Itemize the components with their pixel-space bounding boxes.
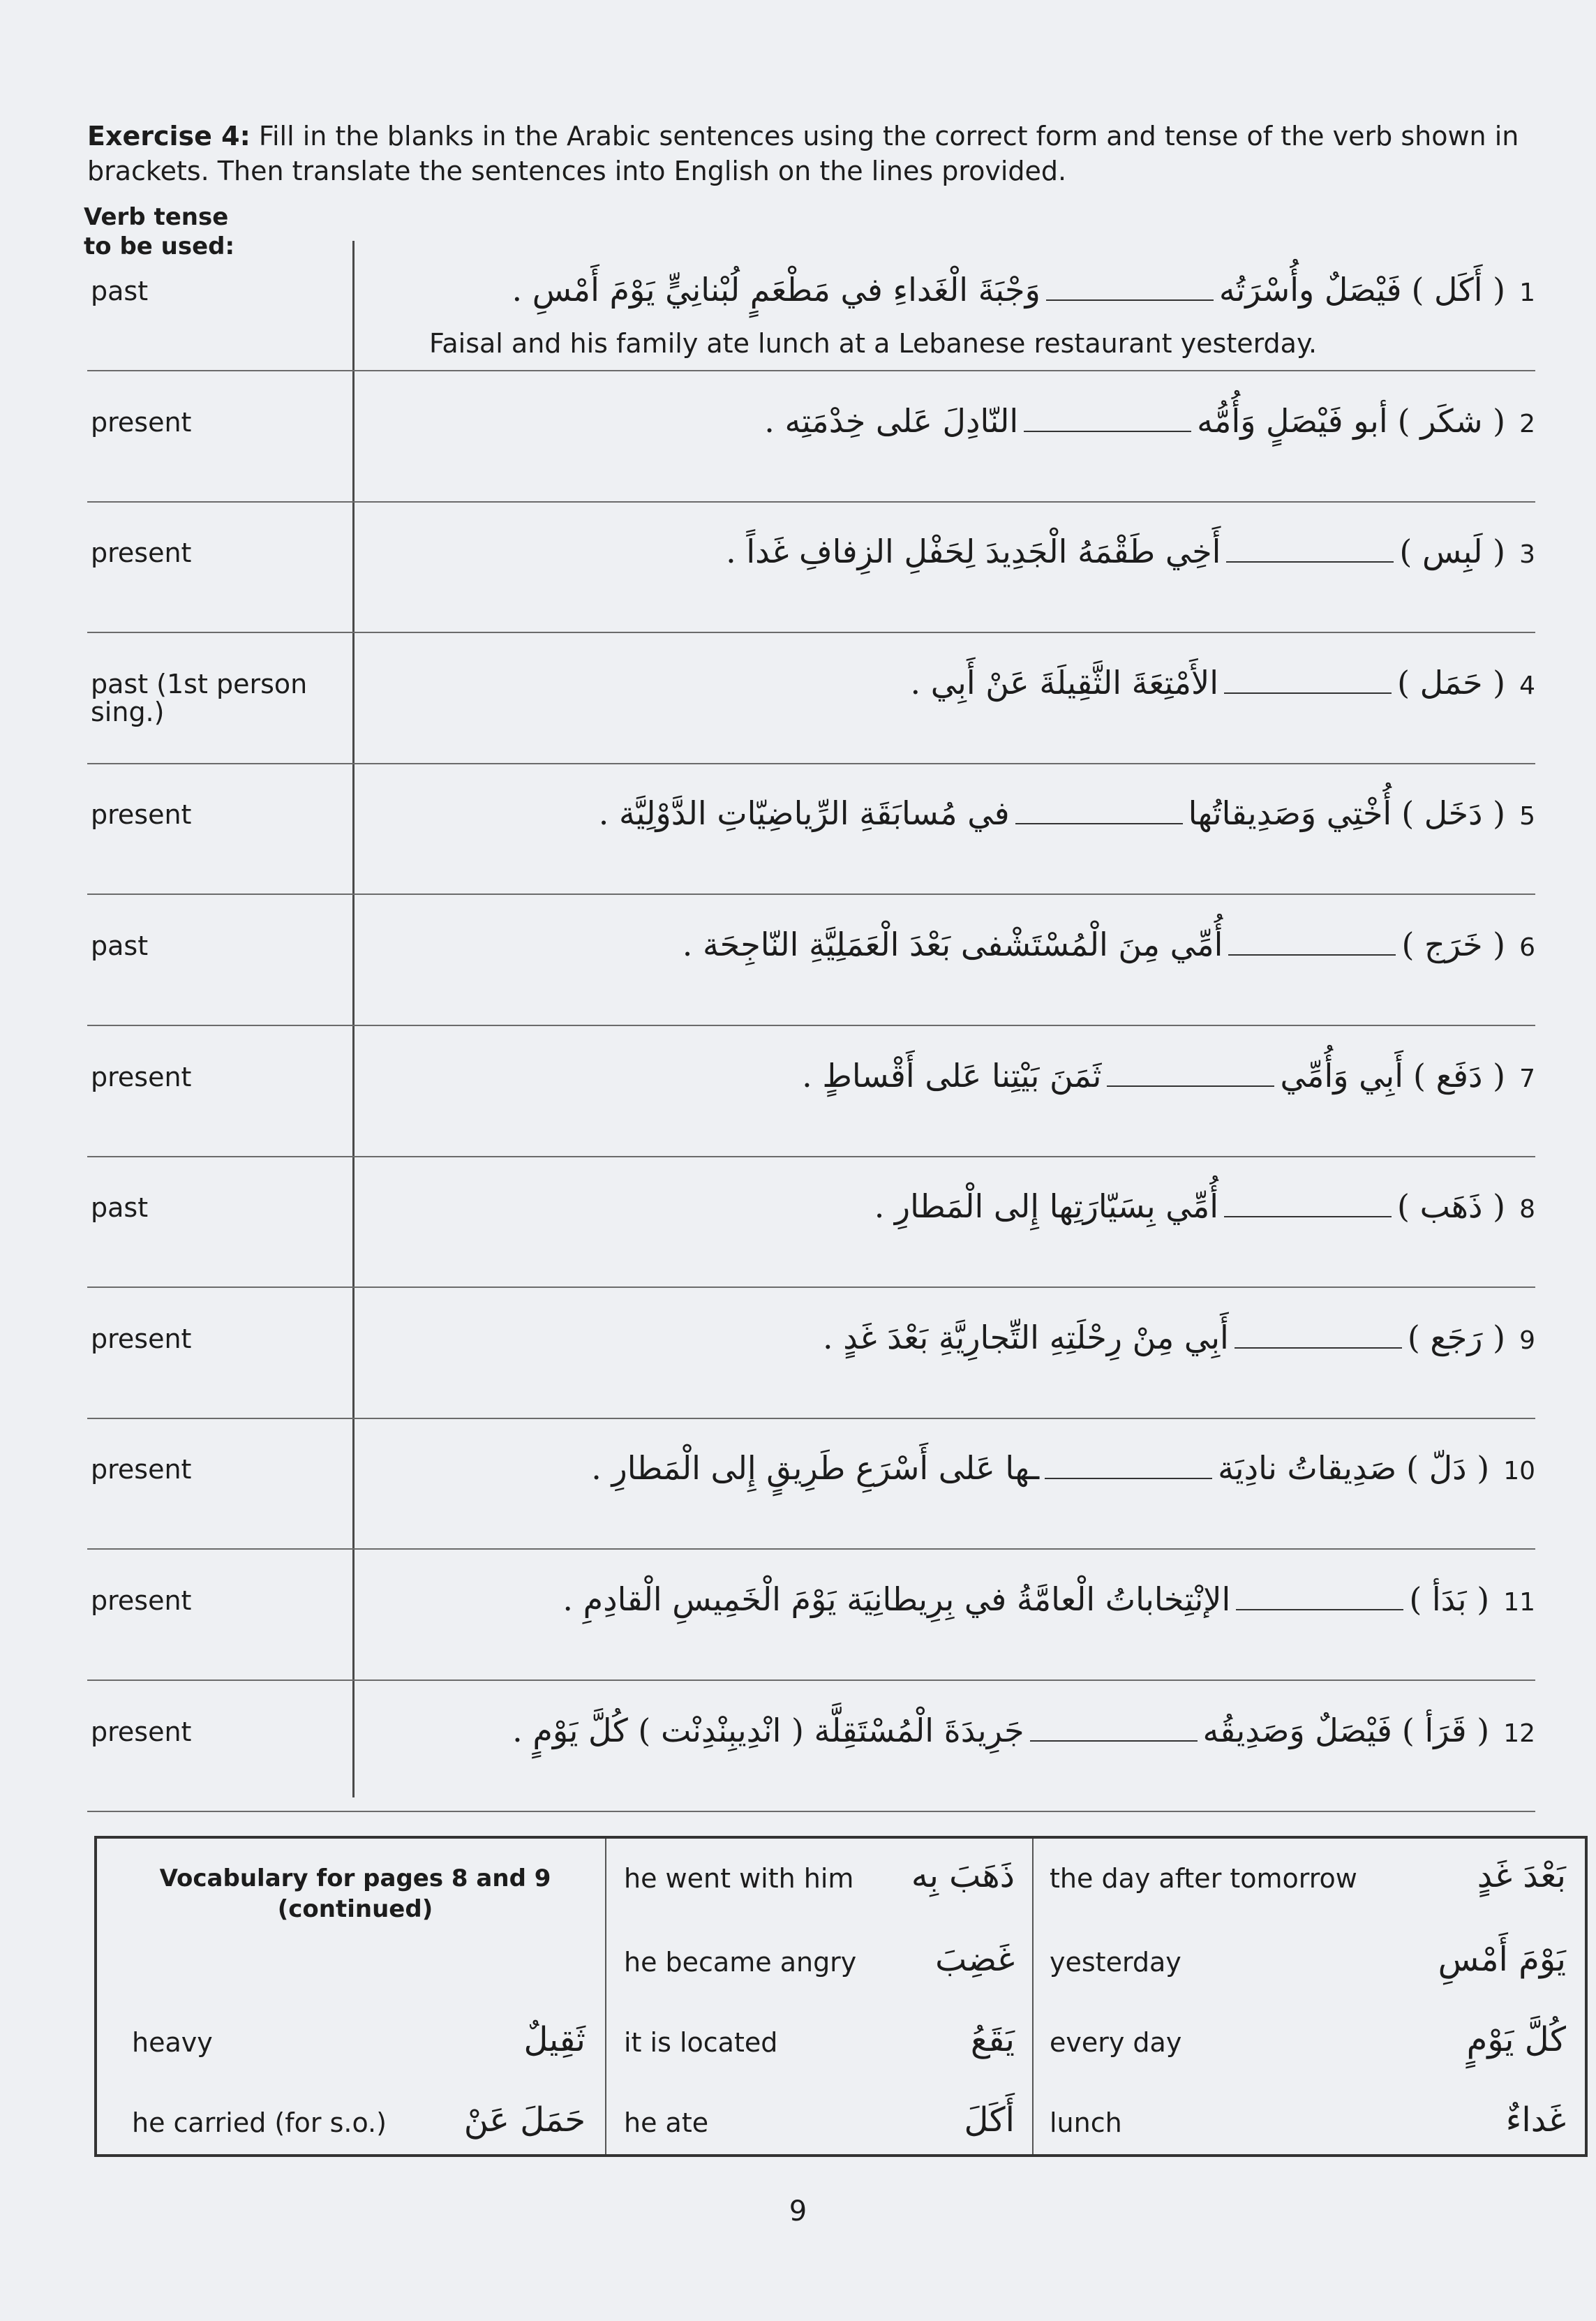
sentence-before-blank: أبو فَيْصَلٍ وَأُمُّه (1197, 401, 1388, 440)
answer-blank[interactable] (1228, 926, 1396, 956)
bracketed-verb: ( دَخَل ) (1401, 794, 1506, 833)
exercise-row (87, 1550, 1535, 1681)
arabic-sentence (391, 1317, 1535, 1362)
exercise-row (87, 634, 1535, 764)
verb-tense: present (91, 1454, 192, 1485)
sentence-before-blank: صَدِيقاتُ نادِيَة (1218, 1449, 1397, 1488)
arabic-sentence (391, 1578, 1535, 1624)
exercise-row (87, 1682, 1535, 1812)
vocab-arabic: يَوْمَ أَمْسِ (1438, 1940, 1566, 1979)
vocab-entry (132, 2100, 586, 2142)
sentence-after-blank: أَخِي طَقْمَهُ الْجَدِيدَ لِحَفْلِ الزِفافِ غَداً . (726, 533, 1221, 571)
bracketed-verb: ( لَبِس ) (1399, 533, 1506, 571)
verb-tense: present (91, 1061, 192, 1092)
vocab-english: he became angry (624, 1947, 857, 1978)
exercise-row (87, 1157, 1535, 1288)
sentence-after-blank: في مُسابَقَةِ الرِّياضِيّاتِ الدَّوْلِيَّة . (598, 794, 1010, 833)
answer-blank[interactable] (1045, 1450, 1212, 1479)
exercise-instructions (87, 119, 1588, 188)
sentence-before-blank: فَيْصَلٌ وَصَدِيقُه (1202, 1711, 1392, 1749)
vocab-arabic: غَداءٌ (1505, 2100, 1566, 2140)
vocab-entry (624, 2020, 1015, 2062)
exercise-text: Fill in the blanks in the Arabic sentences using the correct form and tense of the verb shown in brackets. Then translate the sentences into English on the lines provided. (87, 121, 1519, 186)
exercise-row (87, 896, 1535, 1026)
page-number: 9 (789, 2195, 807, 2227)
verb-tense: past (91, 276, 149, 306)
sentence-number: 3 (1519, 540, 1535, 570)
sentence-after-blank: الأَمْتِعَةَ الثَّقِيلَةَ عَنْ أَبِي . (910, 663, 1219, 702)
arabic-sentence (391, 792, 1535, 838)
exercise-row (87, 503, 1535, 633)
sentence-after-blank: أُمِّي مِنَ الْمُسْتَشْفى بَعْدَ الْعَمَلِيَّةِ النّاجِحَة . (682, 926, 1223, 963)
verb-tense-header: Verb tense to be used: (84, 203, 235, 260)
arabic-sentence (391, 1185, 1535, 1231)
exercise-row (87, 764, 1535, 895)
vocab-english: lunch (1050, 2107, 1122, 2138)
verb-tense: present (91, 406, 192, 438)
sentence-number: 10 (1503, 1457, 1535, 1486)
bracketed-verb: ( دَفَع ) (1413, 1056, 1506, 1095)
sentence-number: 2 (1519, 409, 1535, 438)
sentence-after-blank: النّادِلَ عَلى خِدْمَتِه . (764, 401, 1019, 440)
answer-blank[interactable] (1224, 665, 1392, 694)
sentence-after-blank: أَبِي مِنْ رِحْلَتِهِ التِّجارِيَّةِ بَعْدَ غَدٍ . (823, 1318, 1229, 1356)
vocab-english: heavy (132, 2027, 213, 2058)
sentence-after-blank: جَرِيدَةَ الْمُسْتَقِلَّة ( انْدِيبِنْدِنْت ) كُلَّ يَوْمٍ . (512, 1711, 1024, 1749)
sentence-before-blank: فَيْصَلٌ وأُسْرَتُه (1218, 271, 1402, 309)
vocab-arabic: غَضِبَ (935, 1940, 1015, 1979)
sentence-number: 4 (1519, 671, 1535, 700)
vocab-divider (605, 1839, 606, 2154)
bracketed-verb: ( أَكَل ) (1411, 271, 1506, 309)
vocabulary-title: Vocabulary for pages 8 and 9 (continued) (159, 1864, 551, 1923)
sentence-after-blank: أُمِّي بِسَيّارَتِها إِلى الْمَطارِ . (874, 1187, 1219, 1226)
arabic-sentence (391, 1710, 1535, 1755)
sentence-number: 12 (1503, 1719, 1535, 1748)
vocab-arabic: ثَقِيلٌ (523, 2020, 586, 2059)
vocab-english: he carried (for s.o.) (132, 2107, 387, 2138)
sentence-after-blank: ـها عَلى أَسْرَعِ طَرِيقٍ إِلى الْمَطارِ . (591, 1449, 1040, 1488)
exercise-label: Exercise 4: (87, 121, 251, 151)
vocab-arabic: كُلَّ يَوْمٍ (1466, 2020, 1566, 2059)
vocab-arabic: يَقَعُ (970, 2020, 1015, 2059)
answer-blank[interactable] (1030, 1712, 1198, 1742)
vocab-english: he went with him (624, 1863, 854, 1894)
vocab-english: yesterday (1050, 1947, 1181, 1978)
exercise-row (87, 1419, 1535, 1550)
bracketed-verb: ( دَلّ ) (1406, 1449, 1490, 1488)
arabic-sentence (391, 400, 1535, 445)
sentence-after-blank: وَجْبَةَ الْغَداءِ في مَطْعَمٍ لُبْنانِيٍّ يَوْمَ أَمْسِ . (512, 271, 1041, 309)
answer-blank[interactable] (1224, 1188, 1392, 1217)
answer-blank[interactable] (1024, 403, 1191, 432)
vocab-arabic: ذَهَبَ بِه (911, 1856, 1015, 1895)
answer-blank[interactable] (1015, 795, 1183, 824)
exercise-row (87, 241, 1535, 371)
vocab-entry (1050, 1856, 1566, 1898)
row-rule (87, 1811, 1535, 1812)
vocab-arabic: بَعْدَ غَدٍ (1477, 1856, 1566, 1895)
arabic-sentence (391, 269, 1535, 314)
vocab-english: every day (1050, 2027, 1182, 2058)
vocab-entry (624, 1856, 1015, 1898)
sentence-after-blank: ثَمَنَ بَيْتِنا عَلى أَقْساطٍ . (802, 1056, 1102, 1095)
verb-tense: present (91, 1585, 192, 1616)
vocab-entry (1050, 2100, 1566, 2142)
vocab-english: it is located (624, 2027, 778, 2058)
sentence-number: 1 (1519, 279, 1535, 307)
arabic-sentence (391, 1447, 1535, 1492)
bracketed-verb: ( بَدَأ ) (1409, 1580, 1490, 1618)
answer-blank[interactable] (1236, 1581, 1403, 1610)
sentence-before-blank: أَبِي وَأُمِّي (1280, 1056, 1403, 1095)
arabic-sentence (391, 531, 1535, 576)
sentence-after-blank: الإنْتِخاباتُ الْعامَّةُ في بِرِيطانِيَة يَوْمَ الْخَمِيسِ الْقادِمِ . (562, 1580, 1231, 1618)
vocab-entry (1050, 1940, 1566, 1982)
vocab-arabic: حَمَلَ عَنْ (463, 2100, 586, 2140)
vocab-english: he ate (624, 2107, 709, 2138)
arabic-sentence (391, 924, 1535, 969)
bracketed-verb: ( شكَر ) (1397, 401, 1506, 440)
verb-tense: present (91, 1323, 192, 1354)
bracketed-verb: ( خَرَج ) (1401, 926, 1506, 963)
answer-blank[interactable] (1046, 272, 1214, 301)
arabic-sentence (391, 1055, 1535, 1100)
verb-tense: past (91, 930, 149, 961)
sentence-number: 7 (1519, 1064, 1535, 1093)
verb-tense: past (91, 1192, 149, 1224)
exercise-row (87, 1289, 1535, 1419)
bracketed-verb: ( ذَهَب ) (1397, 1187, 1506, 1226)
exercise-row (87, 1027, 1535, 1157)
sentence-number: 8 (1519, 1195, 1535, 1224)
vocab-entry (132, 2020, 586, 2062)
vocab-arabic: أَكَلَ (964, 2100, 1015, 2140)
english-translation-line[interactable]: Faisal and his family ate lunch at a Lebanese restaurant yesterday. (429, 328, 1318, 359)
exercise-row (87, 372, 1535, 503)
verb-tense: present (91, 799, 192, 831)
vocab-entry (624, 1940, 1015, 1982)
answer-blank[interactable] (1235, 1319, 1402, 1349)
vocab-entry (1050, 2020, 1566, 2062)
vocab-entry (624, 2100, 1015, 2142)
bracketed-verb: ( قَرَأ ) (1401, 1711, 1490, 1749)
vocab-english: the day after tomorrow (1050, 1863, 1357, 1894)
verb-tense: present (91, 1716, 192, 1747)
vocab-divider (1032, 1839, 1034, 2154)
sentence-number: 11 (1503, 1588, 1535, 1617)
verb-tense: past (1st person sing.) (91, 668, 308, 727)
sentence-number: 9 (1519, 1326, 1535, 1355)
answer-blank[interactable] (1226, 533, 1394, 563)
answer-blank[interactable] (1107, 1058, 1274, 1087)
bracketed-verb: ( رَجَع ) (1407, 1318, 1506, 1356)
sentence-number: 5 (1519, 802, 1535, 831)
arabic-sentence (391, 662, 1535, 707)
verb-tense: present (91, 537, 192, 569)
sentence-before-blank: أُخْتِي وَصَدِيقاتُها (1188, 794, 1392, 833)
vocabulary-box (94, 1836, 1588, 2157)
bracketed-verb: ( حَمَل ) (1397, 663, 1506, 702)
sentence-number: 6 (1519, 933, 1535, 962)
